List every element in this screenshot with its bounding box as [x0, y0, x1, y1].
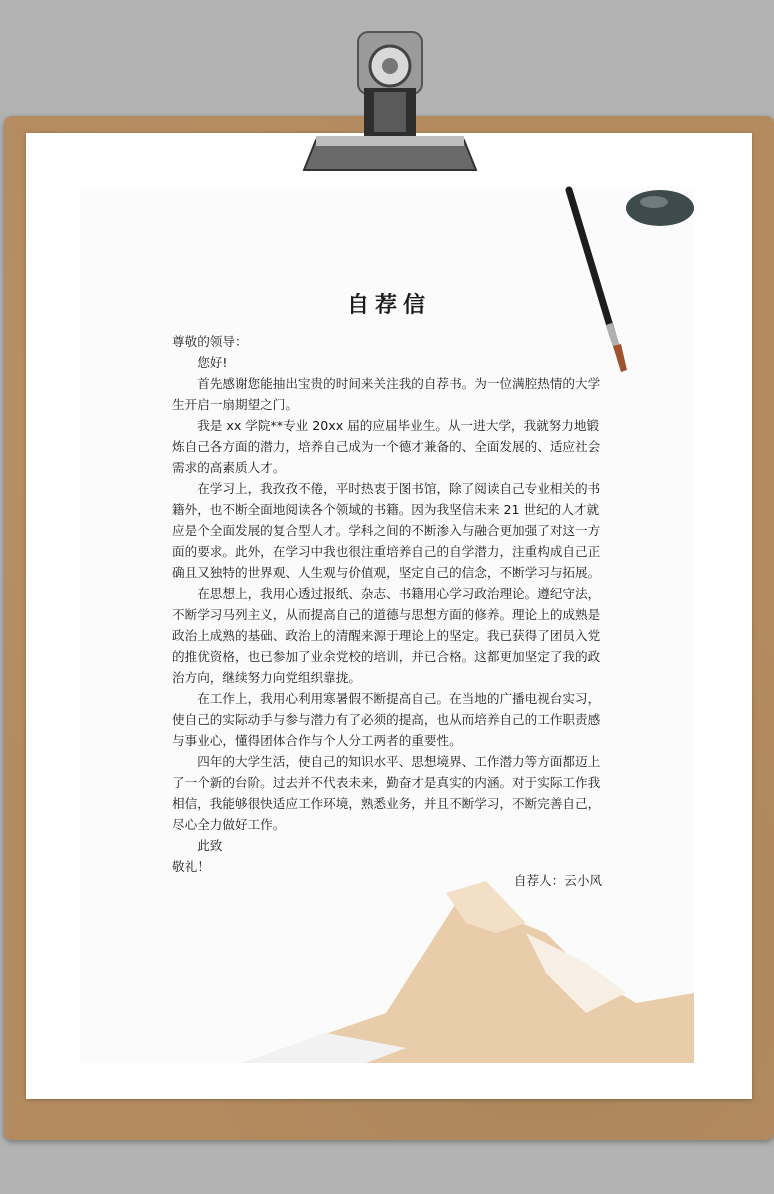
signature: 自荐人：云小风	[513, 873, 602, 888]
paragraph-self: 我是 xx 学院**专业 20xx 届的应届毕业生。从一进大学，我就努力地锻炼自己各方面的潜力，培养自己成为一个德才兼备的、全面发展的、适应社会需求的高素质人才。	[172, 418, 601, 475]
closing-salute: 敬礼！	[172, 859, 210, 874]
paragraph-study: 在学习上，我孜孜不倦，平时热衷于图书馆，除了阅读自己专业相关的书籍外，也不断全面地阅读各个领域的书籍。因为我坚信未来 21 世纪的人才就应是个全面发展的复合型人才。学科之间的不断渗入与融合更加强了对这一方面的要求。此外，在学习中我也很注重培养自己的自学潜力，注重构成自己正确且又独特的世界观、人生观与价值观，坚定自己的信念，不断学习与拓展。	[172, 481, 601, 580]
paragraph-work: 在工作上，我用心利用寒暑假不断提高自己。在当地的广播电视台实习，使自己的实际动手与参与潜力有了必须的提高，也从而培养自己的工作职责感与事业心，懂得团体合作与个人分工两者的重要性。	[172, 691, 601, 748]
paragraph-summary: 四年的大学生活，使自己的知识水平、思想境界、工作潜力等方面都迈上了一个新的台阶。过去并不代表未来，勤奋才是真实的内涵。对于实际工作我相信，我能够很快适应工作环境，熟悉业务，并且不断学习，不断完善自己，尽心全力做好工作。	[172, 754, 601, 832]
paragraph-intro: 首先感谢您能抽出宝贵的时间来关注我的自荐书。为一位满腔热情的大学生开启一扇期望之门。	[172, 376, 601, 412]
letter-body	[172, 331, 608, 877]
greeting: 您好!	[197, 355, 228, 370]
letter-title: 自荐信	[346, 292, 431, 318]
paragraph-thought: 在思想上，我用心透过报纸、杂志、书籍用心学习政治理论。遵纪守法，不断学习马列主义，从而提高自己的道德与思想方面的修养。理论上的成熟是政治上成熟的基础、政治上的清醒来源于理论上的坚定。我已获得了团员入党的推优资格，也已参加了业余党校的培训，并已合格。这都更加坚定了我的政治方向，继续努力向党组织靠拢。	[172, 586, 601, 685]
binder-clip-icon	[300, 28, 480, 178]
closing-regards: 此致	[197, 838, 223, 853]
salutation: 尊敬的领导：	[172, 334, 248, 349]
stone-icon	[620, 184, 700, 234]
